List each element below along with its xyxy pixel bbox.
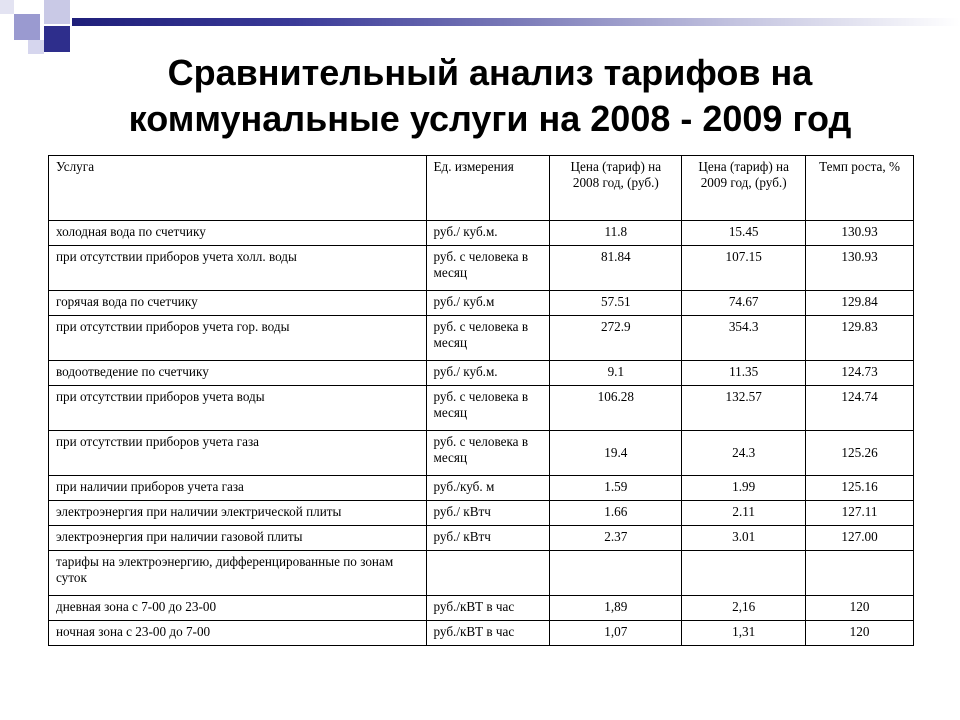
price-2008-cell: 81.84 [550, 246, 682, 291]
price-2008-cell: 1.59 [550, 476, 682, 501]
table-row [49, 501, 914, 526]
growth-cell: 120 [806, 621, 914, 646]
growth-cell: 130.93 [806, 221, 914, 246]
header-price-2009: Цена (тариф) на 2009 год, (руб.) [682, 156, 806, 221]
table-row [49, 431, 914, 476]
service-cell: при отсутствии приборов учета гор. воды [49, 316, 427, 361]
header-unit: Ед. измерения [426, 156, 550, 221]
price-2008-cell: 19.4 [550, 431, 682, 476]
service-cell: тарифы на электроэнергию, дифференцированные по зонам суток [49, 551, 427, 596]
price-2008-cell: 11.8 [550, 221, 682, 246]
table-row [49, 551, 914, 596]
price-2009-cell: 354.3 [682, 316, 806, 361]
price-2008-cell: 1,89 [550, 596, 682, 621]
header-growth-rate: Темп роста, % [806, 156, 914, 221]
table-row [49, 526, 914, 551]
service-cell: при наличии приборов учета газа [49, 476, 427, 501]
price-2009-cell [682, 551, 806, 596]
unit-cell: руб./ куб.м [426, 291, 550, 316]
unit-cell: руб./ кВтч [426, 526, 550, 551]
tariff-comparison-table [48, 155, 914, 646]
unit-cell: руб. с человека в месяц [426, 386, 550, 431]
corner-square-decoration [14, 14, 40, 40]
price-2009-cell: 1.99 [682, 476, 806, 501]
slide-title [40, 50, 940, 142]
service-cell: электроэнергия при наличии газовой плиты [49, 526, 427, 551]
price-2009-cell: 15.45 [682, 221, 806, 246]
growth-cell: 129.84 [806, 291, 914, 316]
growth-cell: 127.11 [806, 501, 914, 526]
growth-cell: 124.73 [806, 361, 914, 386]
unit-cell: руб./куб. м [426, 476, 550, 501]
price-2009-cell: 3.01 [682, 526, 806, 551]
header-price-2008: Цена (тариф) на 2008 год, (руб.) [550, 156, 682, 221]
service-cell: холодная вода по счетчику [49, 221, 427, 246]
table-row [49, 246, 914, 291]
price-2008-cell: 9.1 [550, 361, 682, 386]
corner-square-decoration [44, 26, 70, 52]
unit-cell: руб./ куб.м. [426, 221, 550, 246]
price-2009-cell: 11.35 [682, 361, 806, 386]
price-2008-cell: 106.28 [550, 386, 682, 431]
price-2008-cell: 1.66 [550, 501, 682, 526]
unit-cell: руб. с человека в месяц [426, 246, 550, 291]
price-2008-cell: 57.51 [550, 291, 682, 316]
growth-cell: 127.00 [806, 526, 914, 551]
table-row [49, 291, 914, 316]
unit-cell: руб. с человека в месяц [426, 431, 550, 476]
price-2008-cell: 1,07 [550, 621, 682, 646]
service-cell: водоотведение по счетчику [49, 361, 427, 386]
service-cell: электроэнергия при наличии электрической плиты [49, 501, 427, 526]
service-cell: при отсутствии приборов учета газа [49, 431, 427, 476]
service-cell: дневная зона с 7-00 до 23-00 [49, 596, 427, 621]
growth-cell [806, 551, 914, 596]
growth-cell: 125.26 [806, 431, 914, 476]
corner-square-decoration [44, 0, 70, 24]
price-2009-cell: 2,16 [682, 596, 806, 621]
price-2009-cell: 2.11 [682, 501, 806, 526]
header-service: Услуга [49, 156, 427, 221]
service-cell: при отсутствии приборов учета воды [49, 386, 427, 431]
slide-title-line-2: коммунальные услуги на 2008 - 2009 год [128, 98, 852, 139]
price-2008-cell [550, 551, 682, 596]
table-row [49, 316, 914, 361]
unit-cell: руб./ кВтч [426, 501, 550, 526]
table-row [49, 386, 914, 431]
price-2009-cell: 24.3 [682, 431, 806, 476]
table-row [49, 361, 914, 386]
growth-cell: 124.74 [806, 386, 914, 431]
growth-cell: 130.93 [806, 246, 914, 291]
price-2009-cell: 132.57 [682, 386, 806, 431]
price-2009-cell: 107.15 [682, 246, 806, 291]
price-2009-cell: 1,31 [682, 621, 806, 646]
unit-cell: руб./кВТ в час [426, 596, 550, 621]
table-row [49, 221, 914, 246]
service-cell: ночная зона с 23-00 до 7-00 [49, 621, 427, 646]
growth-cell: 120 [806, 596, 914, 621]
price-2008-cell: 272.9 [550, 316, 682, 361]
header-gradient-bar [72, 18, 960, 26]
growth-cell: 129.83 [806, 316, 914, 361]
price-2008-cell: 2.37 [550, 526, 682, 551]
service-cell: при отсутствии приборов учета холл. воды [49, 246, 427, 291]
unit-cell: руб. с человека в месяц [426, 316, 550, 361]
price-2009-cell: 74.67 [682, 291, 806, 316]
unit-cell: руб./кВТ в час [426, 621, 550, 646]
corner-square-decoration [0, 0, 14, 14]
table-row [49, 621, 914, 646]
unit-cell: руб./ куб.м. [426, 361, 550, 386]
table-header-row [49, 156, 914, 221]
table-row [49, 596, 914, 621]
unit-cell [426, 551, 550, 596]
slide-title-line-1: Сравнительный анализ тарифов на [167, 52, 813, 93]
table-row [49, 476, 914, 501]
service-cell: горячая вода по счетчику [49, 291, 427, 316]
growth-cell: 125.16 [806, 476, 914, 501]
